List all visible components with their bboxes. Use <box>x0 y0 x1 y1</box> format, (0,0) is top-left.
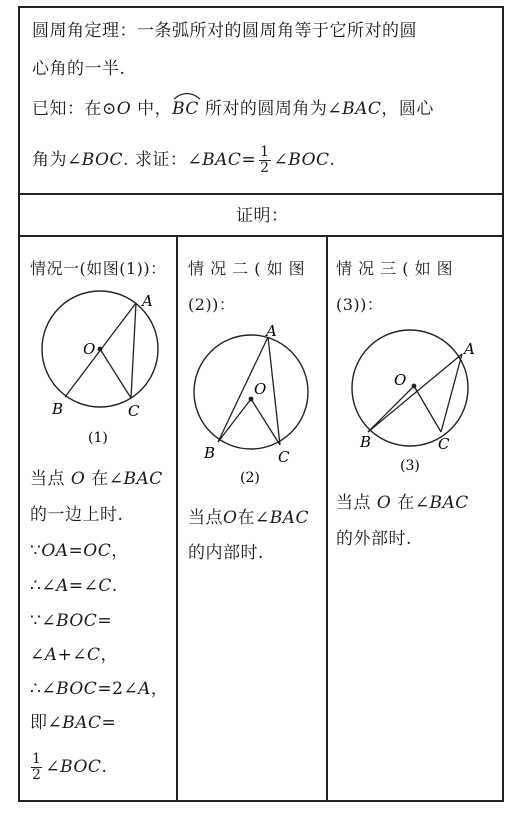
c1-l5a: ∵∠ <box>30 611 57 631</box>
c1-l6c: +∠ <box>57 645 88 665</box>
figure-2 <box>184 322 324 490</box>
point-b-3: B <box>360 433 372 451</box>
case3-title-line2: (3))： <box>336 295 384 314</box>
c1-l8c: = <box>101 713 117 733</box>
c2-t1o: O <box>223 508 238 528</box>
prove-boc2: BOC <box>288 150 330 170</box>
case3-title-line1: 情 况 三 ( 如 图 <box>336 259 454 278</box>
c2-t1b: 在∠ <box>237 508 270 528</box>
point-o-1: O <box>83 340 96 358</box>
c1-l1b: 在∠ <box>85 469 124 489</box>
case1-line4 <box>30 573 118 599</box>
known-prefix: 已知：在⊙ <box>32 99 117 119</box>
c3-t1a: 当点 <box>336 493 377 513</box>
case1-line5 <box>30 608 112 634</box>
frac-den: 2 <box>260 160 270 176</box>
case2-line1 <box>188 505 309 531</box>
known-o: O <box>116 99 132 119</box>
known-end: ，圆心 <box>381 99 434 119</box>
c1-l3d: OC <box>83 541 112 561</box>
point-c-2: C <box>278 448 290 466</box>
c1-l3c: = <box>68 541 84 561</box>
c1-l4d: C <box>98 576 112 596</box>
known-bac: BAC <box>342 99 382 119</box>
divider-theorem <box>18 193 504 195</box>
c1-l3e: ， <box>111 541 129 561</box>
divider-proof-header <box>18 235 504 237</box>
case1-line6 <box>30 642 118 668</box>
case2-line2: 的内部时. <box>188 543 264 563</box>
c1-frac-num: 1 <box>32 751 42 767</box>
point-b-2: B <box>204 444 216 462</box>
point-o-2: O <box>254 380 267 398</box>
point-a-3: A <box>464 340 475 358</box>
theorem-known <box>32 96 434 122</box>
c1-l9b: BOC <box>60 757 102 777</box>
radius-oc-1 <box>100 349 131 398</box>
case1-title: 情况一(如图(1))： <box>30 259 167 278</box>
divider-col2 <box>326 235 328 802</box>
center-dot-1 <box>98 347 103 352</box>
radius-ob-3 <box>368 386 414 432</box>
c2-t1bac: BAC <box>269 508 309 528</box>
c1-l8a: 即∠ <box>30 713 63 733</box>
prove-eq: = <box>241 150 257 170</box>
known-tail: 所对的圆周角为∠ <box>198 99 343 119</box>
fraction-half <box>259 145 270 176</box>
theorem-line2: 心角的一半. <box>32 59 126 79</box>
c1-l4c: =∠ <box>68 576 99 596</box>
c1-l4a: ∴∠ <box>30 576 57 596</box>
radius-ob-2 <box>218 399 251 442</box>
figure-label-1: (1) <box>88 430 108 444</box>
case3-line1 <box>336 490 469 516</box>
arc-icon <box>172 90 202 100</box>
case1-line7 <box>30 676 168 702</box>
c1-l7a: ∴∠ <box>30 679 57 699</box>
point-a-1: A <box>142 292 153 310</box>
point-c-1: C <box>128 402 140 420</box>
case1-line8 <box>30 710 116 736</box>
frac-num: 1 <box>260 144 270 160</box>
c1-l6b: A <box>44 645 58 665</box>
c1-l1a: 当点 <box>30 469 71 489</box>
case3-line2: 的外部时. <box>336 529 412 549</box>
c1-l4b: A <box>56 576 69 596</box>
c1-l6a: ∠ <box>30 645 45 665</box>
chord-ab-3 <box>368 354 462 432</box>
arc-label: BC <box>172 99 199 119</box>
c1-l8b: BAC <box>62 713 102 733</box>
case1-line1 <box>30 466 163 492</box>
c1-l3b: OA <box>41 541 69 561</box>
figure-1 <box>30 284 176 444</box>
arc-bc <box>172 96 199 122</box>
prove-mid: . 求证：∠ <box>123 150 203 170</box>
c1-l9a: ∠ <box>45 757 61 777</box>
c1-l7e: ， <box>150 679 169 699</box>
figure-label-2: (2) <box>240 470 260 486</box>
c1-l3a: ∵ <box>30 541 42 561</box>
center-dot-3 <box>412 384 417 389</box>
c3-t1b: 在∠ <box>391 493 430 513</box>
point-a-2: A <box>266 322 277 340</box>
c2-t1a: 当点 <box>188 508 223 528</box>
case2-title-line1: 情 况 二 ( 如 图 <box>188 259 306 278</box>
c1-l5c: = <box>97 611 113 631</box>
figure-3 <box>334 314 500 478</box>
point-o-3: O <box>394 371 407 389</box>
center-dot-2 <box>249 397 254 402</box>
divider-col1 <box>176 235 178 802</box>
case1-line2: 的一边上时. <box>30 505 124 525</box>
circle-2 <box>194 335 308 449</box>
radius-oc-3 <box>414 386 441 432</box>
c1-l9c: . <box>101 757 108 777</box>
case1-fraction-half <box>31 752 42 783</box>
case1-line3 <box>30 538 129 564</box>
chord-ac-1 <box>131 303 136 398</box>
c1-l1bac: BAC <box>123 469 163 489</box>
c1-l6d: C <box>87 645 101 665</box>
c1-l5b: BOC <box>56 611 98 631</box>
c1-l6e: ， <box>100 645 119 665</box>
point-b-1: B <box>52 400 64 418</box>
prove-ang: ∠ <box>273 150 289 170</box>
c3-t1o: O <box>376 493 392 513</box>
c1-l4e: . <box>111 576 118 596</box>
case2-title-line2: (2))： <box>188 295 236 314</box>
c3-t1bac: BAC <box>429 493 469 513</box>
circle-3 <box>352 330 468 446</box>
known-mid: 中， <box>131 99 173 119</box>
theorem-prove <box>32 145 335 176</box>
point-c-3: C <box>438 435 450 453</box>
c1-l7b: BOC <box>56 679 98 699</box>
figure-label-3: (3) <box>400 458 420 474</box>
c1-l7d: A <box>138 679 151 699</box>
theorem-line1: 圆周角定理：一条弧所对的圆周角等于它所对的圆 <box>32 21 417 41</box>
prove-end: . <box>329 150 336 170</box>
prove-boc: BOC <box>81 150 124 170</box>
case1-line9 <box>28 752 107 783</box>
c1-frac-den: 2 <box>32 767 42 783</box>
c1-l7c: =2∠ <box>97 679 139 699</box>
c1-l1o: O <box>70 469 86 489</box>
prove-prefix: 角为∠ <box>32 150 82 170</box>
prove-bac: BAC <box>202 150 242 170</box>
proof-header: 证明： <box>236 206 289 226</box>
